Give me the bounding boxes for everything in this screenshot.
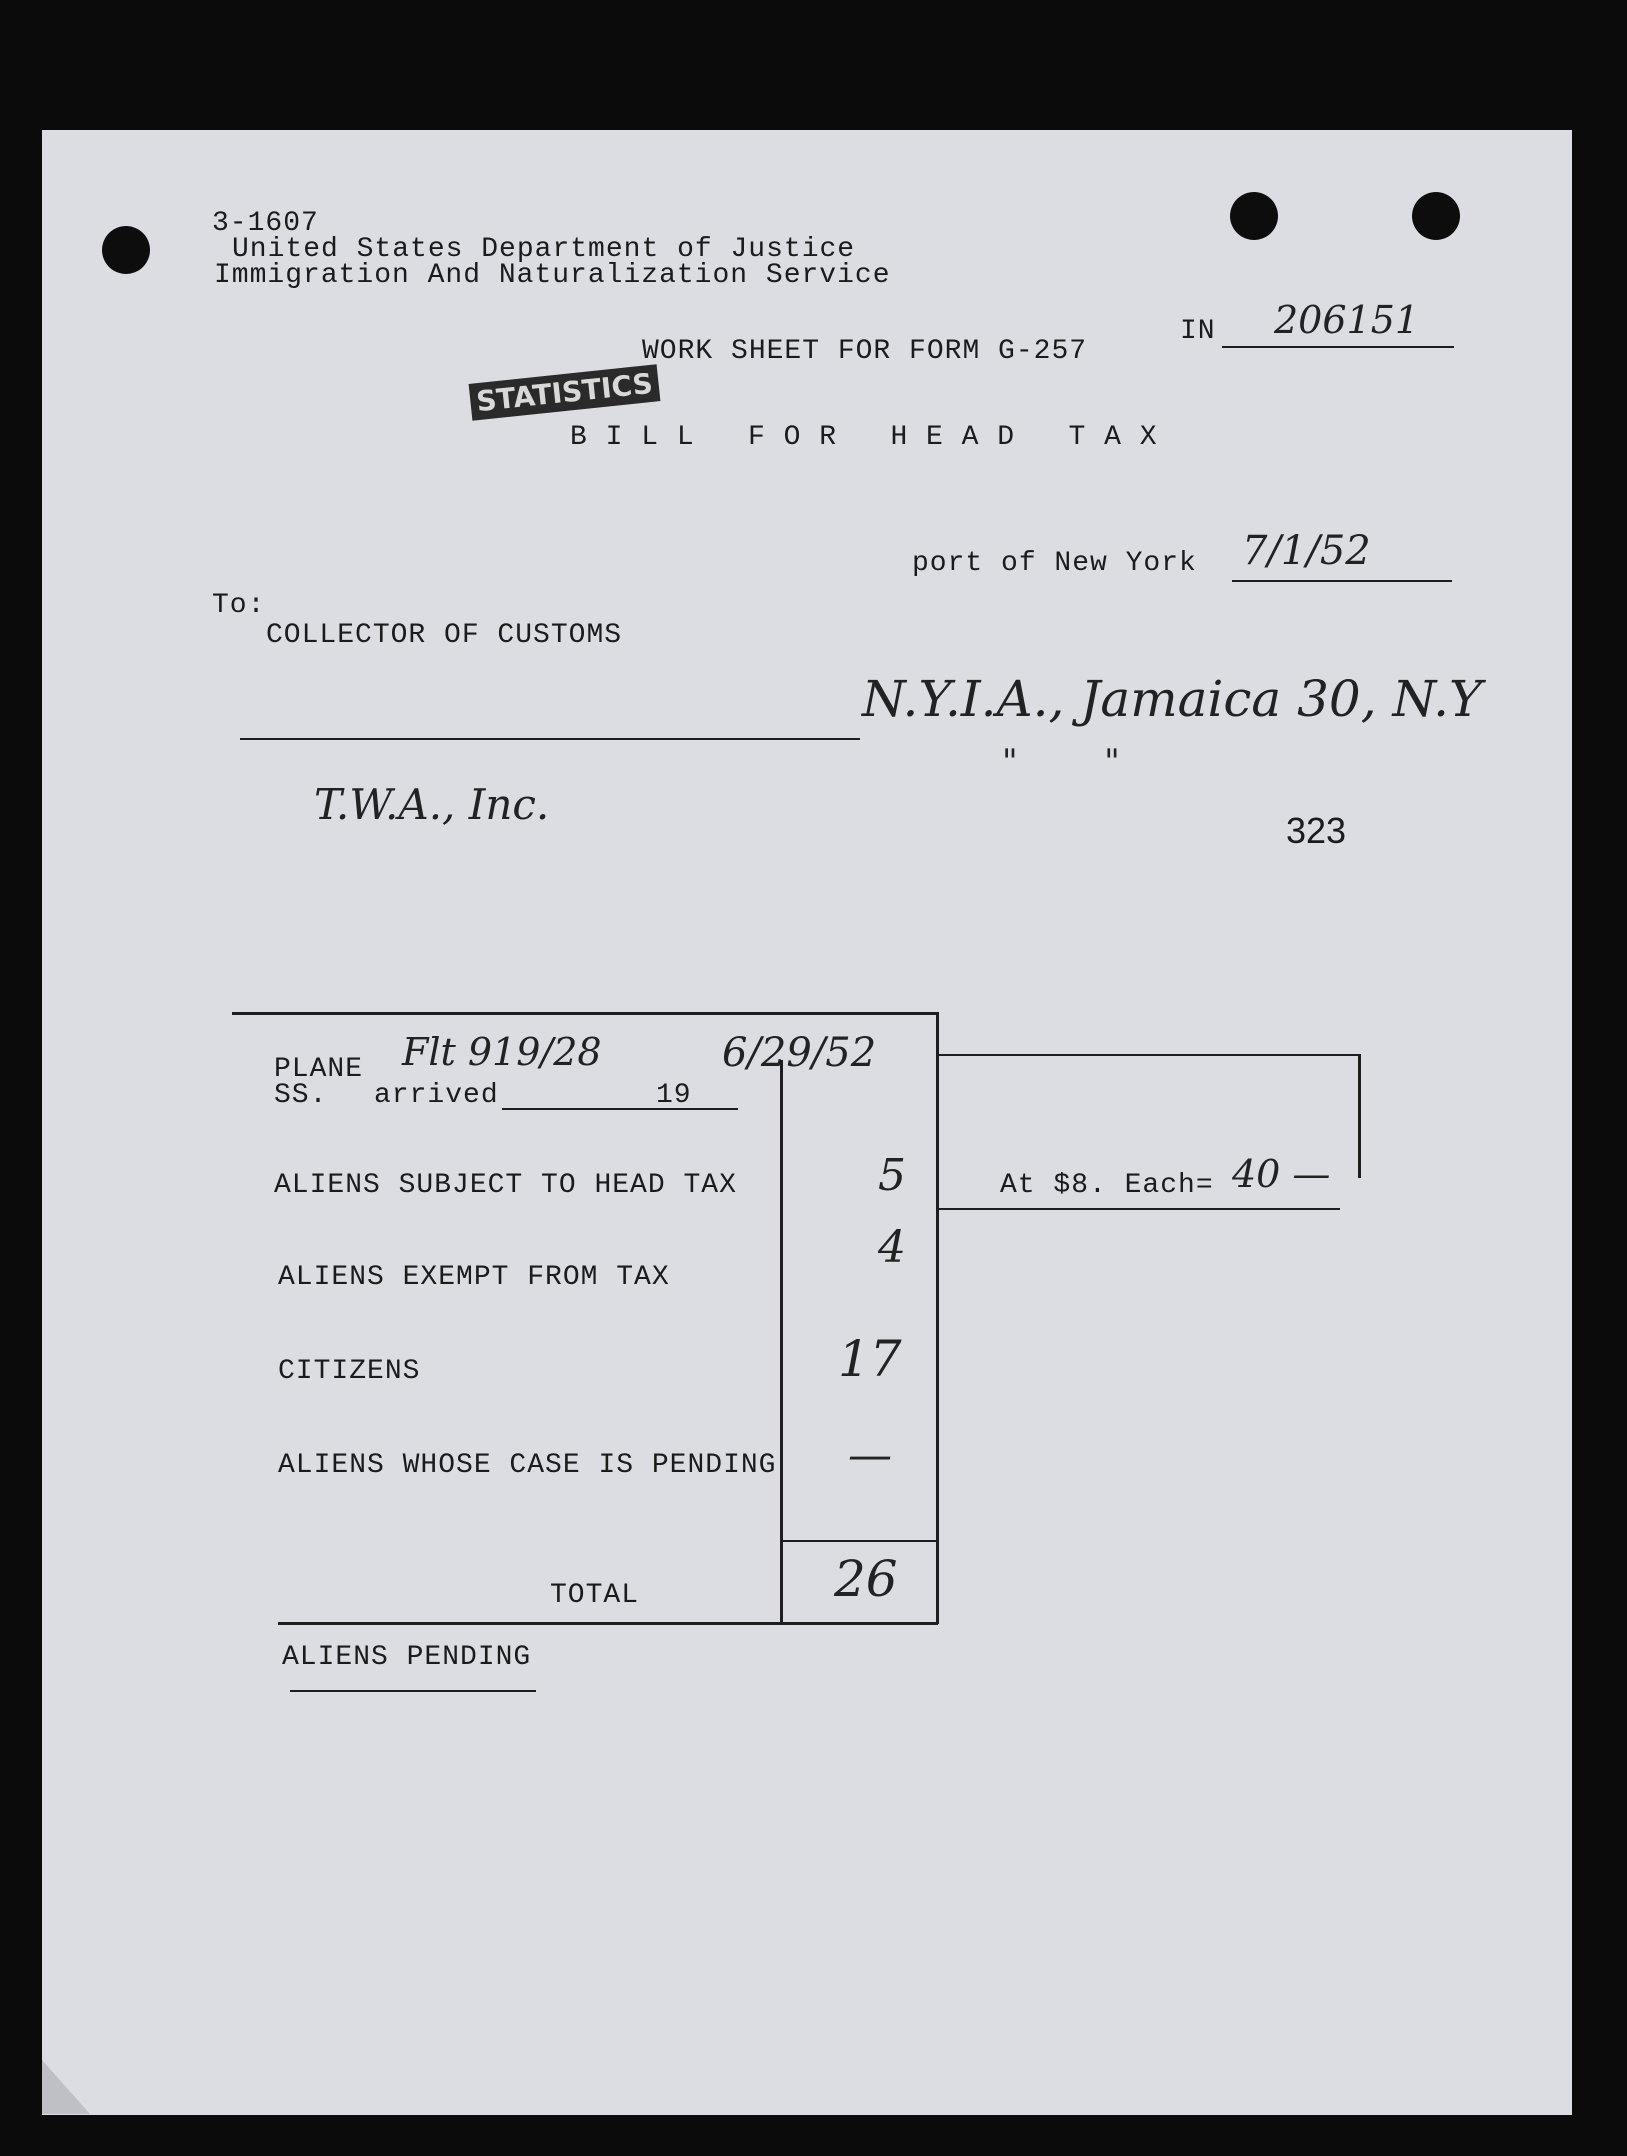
to-label: To: <box>212 590 266 621</box>
folded-corner <box>42 2060 90 2114</box>
in-underline <box>1222 346 1454 348</box>
table-right-border <box>936 1012 939 1624</box>
row-value-pending: — <box>848 1430 892 1481</box>
agency-line-2: Immigration And Naturalization Service <box>214 260 891 291</box>
row-label-exempt: ALIENS EXEMPT FROM TAX <box>278 1262 670 1293</box>
total-label: TOTAL <box>550 1580 640 1611</box>
year-prefix: 19 <box>656 1080 692 1111</box>
address-underline <box>240 738 860 740</box>
statistics-stamp: STATISTICS <box>469 364 661 421</box>
plane-label: PLANE <box>274 1054 364 1085</box>
row-value-exempt: 4 <box>878 1222 906 1273</box>
arrival-date-handwritten: 6/29/52 <box>722 1030 877 1076</box>
rate-label: At $8. Each= <box>1000 1170 1214 1201</box>
rate-box-right-border <box>1358 1054 1361 1178</box>
document-page <box>42 130 1572 2115</box>
row-label-citizens: CITIZENS <box>278 1356 421 1387</box>
ss-label: SS. <box>274 1080 328 1111</box>
rate-underline <box>938 1208 1340 1210</box>
total-separator-rule <box>780 1540 938 1542</box>
punch-hole-right-1 <box>1230 192 1278 240</box>
row-label-subject-to-tax: ALIENS SUBJECT TO HEAD TAX <box>274 1170 737 1201</box>
arrived-label: arrived <box>374 1080 499 1111</box>
port-date-underline <box>1232 580 1452 582</box>
port-label: port of New York <box>912 548 1197 579</box>
aliens-pending-underline <box>290 1690 536 1692</box>
table-bottom-rule <box>278 1622 938 1625</box>
row-value-subject-to-tax: 5 <box>878 1150 906 1201</box>
total-value: 26 <box>834 1550 898 1608</box>
punch-hole-left <box>102 226 150 274</box>
form-number: 3-1607 <box>212 208 319 239</box>
stamped-number: 323 <box>1286 810 1347 851</box>
collector-line: COLLECTOR OF CUSTOMS <box>266 620 623 651</box>
rate-box-top-rule <box>938 1054 1360 1056</box>
port-date: 7/1/52 <box>1242 528 1371 574</box>
in-label: IN <box>1180 316 1216 347</box>
aliens-pending-label: ALIENS PENDING <box>282 1642 532 1673</box>
table-top-rule <box>232 1012 938 1015</box>
address-handwritten: N.Y.I.A., Jamaica 30, N.Y <box>862 670 1482 728</box>
in-number: 206151 <box>1274 298 1420 342</box>
flight-handwritten: Flt 919/28 <box>402 1030 602 1074</box>
ditto-marks: " " <box>1002 742 1120 782</box>
arrived-underline <box>502 1108 738 1110</box>
carrier-handwritten: T.W.A., Inc. <box>314 780 550 829</box>
punch-hole-right-2 <box>1412 192 1460 240</box>
row-label-pending: ALIENS WHOSE CASE IS PENDING <box>278 1450 777 1481</box>
rate-amount: 40 — <box>1232 1152 1331 1196</box>
agency-line-1: United States Department of Justice <box>232 234 856 265</box>
bill-title: B I L L F O R H E A D T A X <box>570 422 1158 453</box>
work-sheet-title: WORK SHEET FOR FORM G-257 <box>642 336 1088 367</box>
row-value-citizens: 17 <box>838 1330 902 1388</box>
